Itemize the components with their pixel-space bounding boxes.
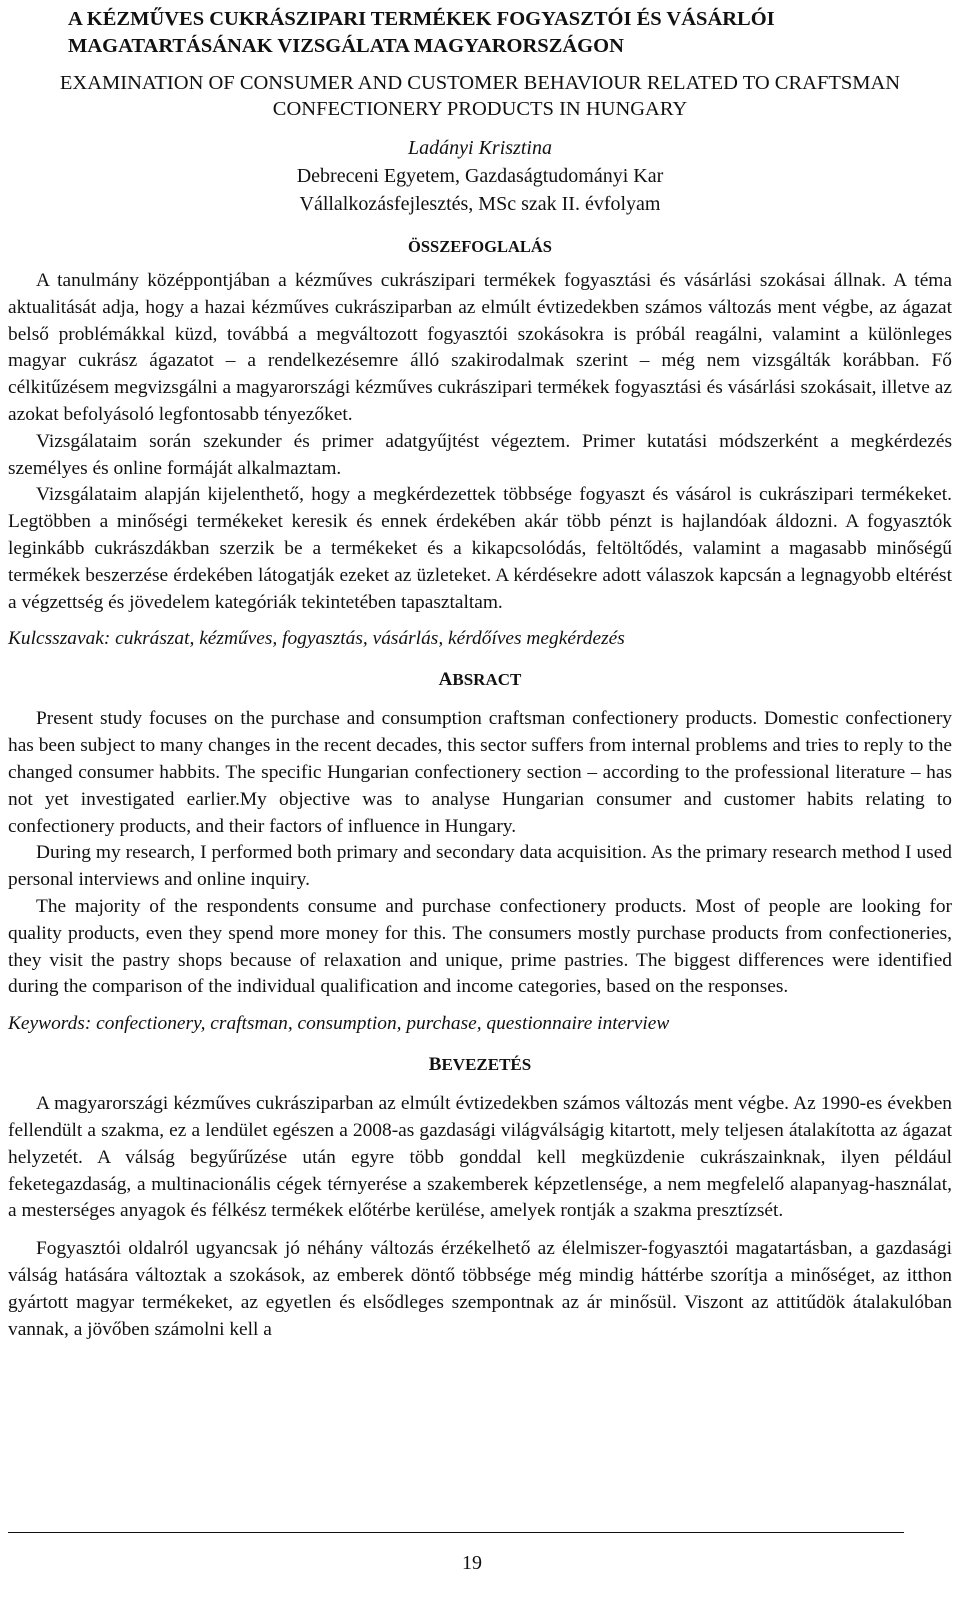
abstract-paragraph: During my research, I performed both primary and secondary data acquisition. As the primary research method I used personal interviews and online inquiry. — [8, 842, 952, 891]
abstract-heading-rest: BSRACT — [452, 670, 522, 690]
introduction-heading-rest: EVEZETÉS — [441, 1055, 532, 1075]
keywords-hungarian: Kulcsszavak: cukrászat, kézműves, fogyasztás, vásárlás, kérdőíves megkérdezés — [8, 628, 625, 650]
introduction-paragraph: A magyarországi kézműves cukrásziparban az elmúlt évtizedekben számos változás ment végbe. Az 1990-es években fellendült a szakma, ez a lendület egészen a 2008-as gazdasági világválságig kitartott, mely teljesen átalakította az ágazat helyzetét. A válság begyűrűzése után egyre több gonddal kell megküzdenie cukrászainknak, ilyen például feketegazdaság, a multinacionális cégek térnyerése a szakemberek képzetlensége, a nem megfelelő alapanyag-használat, a mesterséges anyagok és félkész termékek előtérbe kerülése, amelyek rontják a szakma presztízsét. — [8, 1093, 952, 1222]
paper-page — [8, 0, 952, 1343]
title-hungarian: A KÉZMŰVES CUKRÁSZIPARI TERMÉKEK FOGYASZTÓI ÉS VÁSÁRLÓI MAGATARTÁSÁNAK VIZSGÁLATA MAGYARORSZÁGON — [68, 8, 775, 57]
abstract-heading-initial: A — [438, 669, 453, 691]
keywords-english: Keywords: confectionery, craftsman, consumption, purchase, questionnaire interview — [8, 1013, 670, 1035]
introduction-paragraph: Fogyasztói oldalról ugyancsak jó néhány változás érzékelhető az élelmiszer-fogyasztói magatartásban, a gazdasági válság hatására változtak a szokások, az emberek döntő többsége még mindig háttérbe szorítja a minőséget, az itthon gyártott magyar termékeket, az egyetlen és elsődleges szempontnak az ár minősül. Viszont az attitűdök átalakulóban vannak, a jövőben számolni kell a — [8, 1238, 952, 1340]
affiliation-line-2: Vállalkozásfejlesztés, MSc szak II. évfolyam — [299, 193, 661, 215]
summary-paragraph: A tanulmány középpontjában a kézműves cukrászipari termékek fogyasztási és vásárlási szokásai állnak. A téma aktualitását adja, hogy a hazai kézműves cukrásziparban az elmúlt évtizedekben számos változás ment végbe, az ágazat belső problémákkal küzd, továbbá a megváltozott fogyasztói szokásokra is próbál reagálni, valamint a különleges magyar cukrász ágazatot – a rendelkezésemre álló szakirodalmak szerint – még nem vizsgálták korábban. Fő célkitűzésem megvizsgálni a magyarországi kézműves cukrászipari termékek fogyasztási és vásárlási szokásait, illetve az azokat befolyásoló legfontosabb tényezőket. — [8, 270, 952, 425]
summary-heading: ÖSSZEFOGLALÁS — [408, 237, 552, 256]
author-name: Ladányi Krisztina — [408, 137, 552, 159]
affiliation-line-1: Debreceni Egyetem, Gazdaságtudományi Kar — [296, 165, 664, 187]
abstract-paragraph: Present study focuses on the purchase and consumption craftsman confectionery products. Domestic confectionery has been subject to many changes in the recent decades, this sector suffers from internal problems and tries to reply to the changed consumer habbits. The specific Hungarian confectionery section – according to the professional literature – has not yet investigated earlier.My objective was to analyse Hungarian consumer and customer habits relating to confectionery products, and their factors of influence in Hungary. — [8, 708, 952, 837]
summary-paragraph: Vizsgálataim alapján kijelenthető, hogy a megkérdezettek többsége fogyaszt és vásárol is cukrászipari termékeket. Legtöbben a minőségi termékeket keresik és ennek érdekében akár több pénzt is hajlandóak áldozni. A fogyasztók leginkább cukrászdákban szerzik be a termékeket és a kikapcsolódás, feltöltődés, valamint a magasabb minőségű termékek beszerzése érdekében látogatják ezeket az üzleteket. A kérdésekre adott válaszok kapcsán a legnagyobb eltérést a végzettség és jövedelem kategóriák tekintetében tapasztaltam. — [8, 484, 952, 613]
abstract-paragraph: The majority of the respondents consume and purchase confectionery products. Most of people are looking for quality products, even they spend more money for this. The consumers mostly purchase products from confectioneries, they visit the pastry shops because of relaxation and unique, prime pastries. The biggest differences were identified during the comparison of the individual qualification and income categories, based on the responses. — [8, 895, 952, 998]
title-english: EXAMINATION OF CONSUMER AND CUSTOMER BEHAVIOUR RELATED TO CRAFTSMAN CONFECTIONERY PRODUCTS IN HUNGARY — [59, 72, 901, 120]
footer-divider — [8, 1532, 904, 1533]
abstract-heading — [8, 668, 952, 692]
introduction-heading — [8, 1053, 952, 1077]
summary-paragraph: Vizsgálataim során szekunder és primer adatgyűjtést végeztem. Primer kutatási módszerként a megkérdezés személyes és online formáját alkalmaztam. — [8, 430, 952, 479]
introduction-heading-initial: B — [428, 1054, 442, 1076]
page-number: 19 — [462, 1552, 482, 1574]
